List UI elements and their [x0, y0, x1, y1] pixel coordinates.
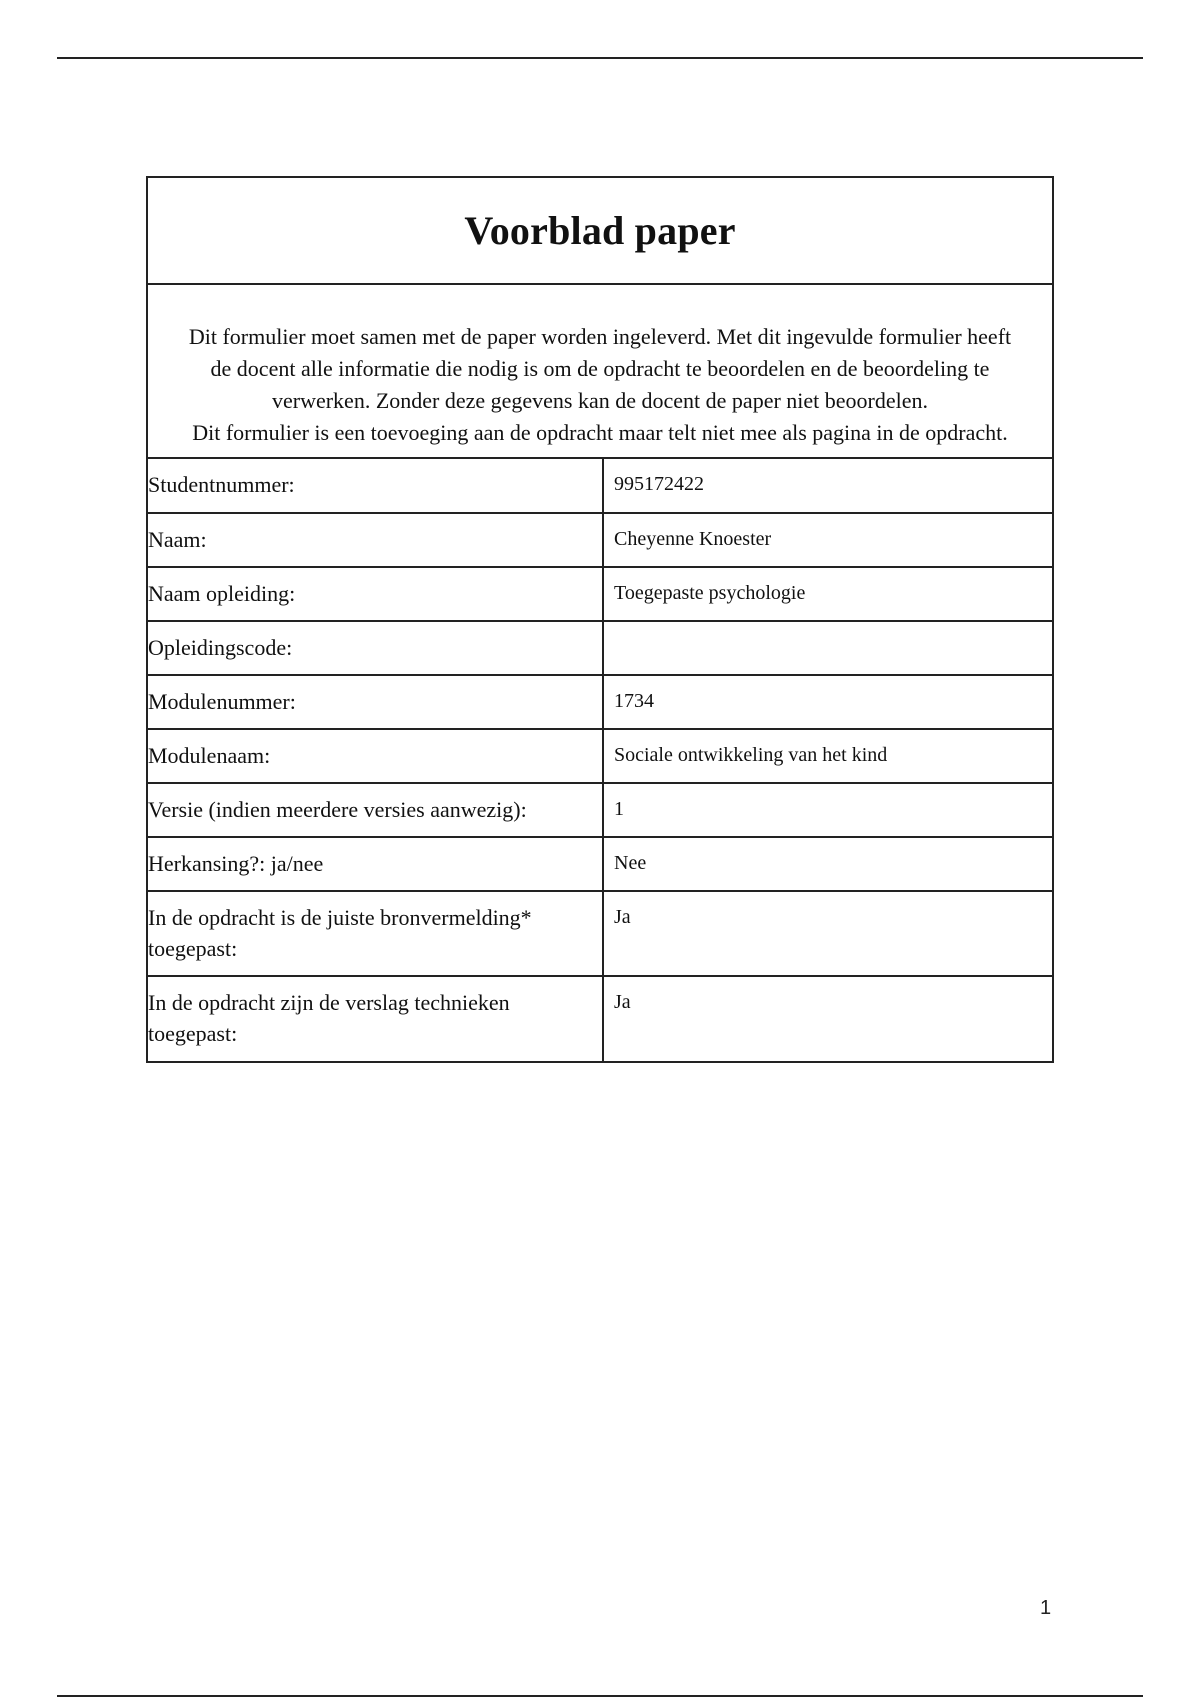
- field-label: [148, 976, 603, 1061]
- field-row-studentnummer: [148, 459, 1052, 513]
- field-row-naam-opleiding: [148, 567, 1052, 621]
- field-label-line: In de opdracht is de juiste bronvermelding*: [148, 905, 532, 930]
- field-value-herkansing: Nee: [603, 837, 1052, 891]
- field-row-naam: [148, 513, 1052, 567]
- title-row: [148, 178, 1052, 285]
- field-row-herkansing: [148, 837, 1052, 891]
- field-label: Modulenummer:: [148, 675, 603, 729]
- field-value-opleidingscode: [603, 621, 1052, 675]
- field-label: Modulenaam:: [148, 729, 603, 783]
- field-value-bronvermelding: Ja: [603, 891, 1052, 976]
- instruction-line: Dit formulier is een toevoeging aan de opdracht maar telt niet mee als pagina in de opdracht.: [192, 420, 1008, 445]
- field-label: Naam opleiding:: [148, 567, 603, 621]
- field-value-verslagtechnieken: Ja: [603, 976, 1052, 1061]
- field-label: Naam:: [148, 513, 603, 567]
- field-row-verslagtechnieken: [148, 976, 1052, 1061]
- field-row-opleidingscode: [148, 621, 1052, 675]
- field-value-studentnummer: 995172422: [614, 473, 704, 495]
- field-value-modulenummer: 1734: [603, 675, 1052, 729]
- instructions-block: [148, 285, 1052, 459]
- field-label: [148, 891, 603, 976]
- field-value-versie: 1: [603, 783, 1052, 837]
- fields-table: [148, 459, 1052, 1061]
- footer-rule: [57, 1695, 1143, 1697]
- field-row-versie: [148, 783, 1052, 837]
- page-title: Voorblad paper: [464, 208, 736, 253]
- instruction-line: Dit formulier moet samen met de paper worden ingeleverd. Met dit ingevulde formulier heeft: [188, 324, 1012, 349]
- field-value-naam: Cheyenne Knoester: [603, 513, 1052, 567]
- page-number: 1: [1040, 1597, 1052, 1619]
- field-label-line: In de opdracht zijn de verslag technieken: [148, 990, 510, 1015]
- field-label: Versie (indien meerdere versies aanwezig):: [148, 783, 603, 837]
- field-row-modulenaam: [148, 729, 1052, 783]
- header-rule: [57, 57, 1143, 59]
- field-row-modulenummer: [148, 675, 1052, 729]
- field-label: Herkansing?: ja/nee: [148, 837, 603, 891]
- field-label-line: toegepast:: [148, 936, 238, 961]
- field-label-line: toegepast:: [148, 1021, 238, 1046]
- cover-sheet-form: [146, 176, 1054, 1063]
- field-label: Opleidingscode:: [148, 621, 603, 675]
- instruction-line: de docent alle informatie die nodig is om de opdracht te beoordelen en de beoordeling te: [210, 356, 990, 381]
- field-row-bronvermelding: [148, 891, 1052, 976]
- field-label: Studentnummer:: [148, 459, 603, 513]
- field-value-modulenaam: Sociale ontwikkeling van het kind: [603, 729, 1052, 783]
- field-value-naam-opleiding: Toegepaste psychologie: [603, 567, 1052, 621]
- instruction-line: verwerken. Zonder deze gegevens kan de docent de paper niet beoordelen.: [271, 388, 929, 413]
